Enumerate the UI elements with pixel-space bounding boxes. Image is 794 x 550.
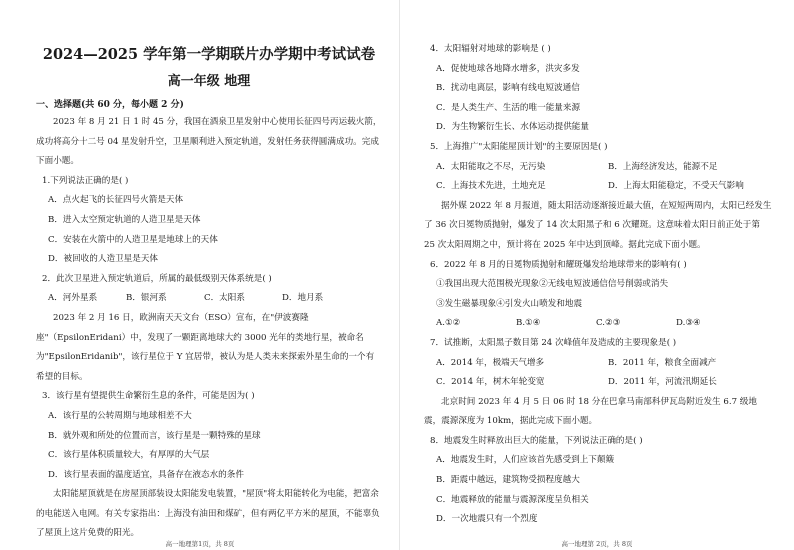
q6-option-a: A.①② xyxy=(436,318,461,329)
q6-statements-1: ①我国出现大范围极光现象②无线电短波通信信号削弱或消失 xyxy=(436,279,669,290)
q3-option-b: B．就外观和所处的位置而言，该行星是一颗特殊的星球 xyxy=(48,430,261,441)
right-page xyxy=(400,0,794,550)
q2-option-c: C．太阳系 xyxy=(204,293,245,304)
q7-option-b: B．2011 年，粮食全面减产 xyxy=(608,357,717,368)
q7-option-a: A．2014 年，极端天气增多 xyxy=(436,357,545,368)
q1-option-a: A．点火起飞的长征四号火箭是天体 xyxy=(48,195,184,206)
q6-option-c: C.②③ xyxy=(596,318,621,329)
q8-option-b: B．距震中越远，建筑物受损程度越大 xyxy=(436,475,580,486)
question-5: 5．上海推广"太阳能屋顶计划"的主要原因是( ) xyxy=(430,141,608,152)
passage-3: 太阳能屋顶就是在房屋顶部装设太阳能发电装置，"屋顶"将太阳能转化为电能，把富余的电能送入电网。有关专家指出：上海没有油田和煤矿，但有两亿平方米的屋顶，不能辜负了屋顶上这片免费的阳光。 xyxy=(36,489,380,539)
q3-option-c: C．该行星体积质量较大，有厚厚的大气层 xyxy=(48,450,210,461)
question-4: 4．太阳辐射对地球的影响是 ( ) xyxy=(430,44,551,54)
question-6: 6．2022 年 8 月的日冕物质抛射和耀斑爆发给地球带来的影响有( ) xyxy=(430,259,687,270)
q5-option-c: C．上海技术先进，土地充足 xyxy=(436,181,546,192)
question-2: 2．此次卫星进入预定轨道后，所属的最低级别天体系统是( ) xyxy=(42,273,272,284)
q4-option-a: A．促使地球各地降水增多，洪灾多发 xyxy=(436,63,580,74)
passage-4: 据外媒 2022 年 8 月报道，随太阳活动逐渐接近最大值，在短短两周内，太阳已经发生了 36 次日冕物质抛射，爆发了 14 次太阳黑子和 6 次耀斑。这意味着太阳日前正处于第 25 次太阳周期之中，预计将在 2025 年中达到顶峰。据此完成下面小题。 xyxy=(424,200,772,250)
exam-subtitle: 高一年级 地理 xyxy=(167,74,251,89)
q3-option-a: A．该行星的公转周期与地球相差不大 xyxy=(48,410,192,421)
right-page-footer: 高一地理第 2页，共 8页 xyxy=(561,540,633,548)
q1-option-b: B．进入太空预定轨道的人造卫星是天体 xyxy=(48,214,201,225)
q5-options-row-2 xyxy=(424,177,772,197)
question-7: 7．试推断，太阳黑子数目第 24 次峰值年及造成的主要现象是( ) xyxy=(430,337,677,348)
q8-option-a: A．地震发生时，人们应该首先感受到上下颠簸 xyxy=(436,455,615,466)
passage-5: 北京时间 2023 年 4 月 5 日 06 时 18 分在巴拿马南部科伊瓦岛附近发生 6.7 级地震，震源深度为 10km，据此完成下面小题。 xyxy=(424,396,757,427)
section-heading: 一、选择题(共 60 分，每小题 2 分) xyxy=(36,100,184,110)
q5-option-b: B．上海经济发达，能源不足 xyxy=(608,161,718,172)
question-3: 3．该行星有望提供生命繁衍生息的条件，可能是因为( ) xyxy=(42,391,255,402)
q6-option-b: B.①④ xyxy=(516,318,541,329)
q1-option-c: C．安装在火箭中的人造卫星是地球上的天体 xyxy=(48,234,218,245)
passage-1: 2023 年 8 月 21 日 1 时 45 分，我国在酒泉卫星发射中心使用长征四号丙运载火箭，成功将高分十二号 04 星发射升空，卫星顺利进入预定轨道，发射任务获得圆满成功。完成下面小题。 xyxy=(36,117,382,167)
q2-options xyxy=(36,289,382,309)
left-page-footer: 高一地理第1页，共 8页 xyxy=(165,540,235,548)
q1-option-d: D．被回收的人造卫星是天体 xyxy=(48,254,159,265)
q7-option-c: C．2014 年，树木年轮变宽 xyxy=(436,377,545,388)
q7-options-row-1 xyxy=(424,354,772,374)
q3-option-d: D．该行星表面的温度适宜，具备存在液态水的条件 xyxy=(48,469,244,480)
q8-option-d: D．一次地震只有一个烈度 xyxy=(436,514,538,525)
q4-option-c: C．是人类生产、生活的唯一能量来源 xyxy=(436,102,581,113)
question-8: 8．地震发生时释放出巨大的能量，下列说法正确的是( ) xyxy=(430,435,643,446)
q4-option-b: B．扰动电离层，影响有线电短波通信 xyxy=(436,83,580,94)
q2-option-b: B．银河系 xyxy=(126,293,167,304)
passage-2: 2023 年 2 月 16 日，欧洲南天天文台（ESO）宣布，在"伊波赛隆座"（EpsilonEridani）中，发现了一颗距离地球大约 3000 光年的类地行星，被命名为"EpsilonEridanib"，该行星位于 Y 宜居带，被认为是人类未来探索外星生命的一个有希望的目标。 xyxy=(36,312,375,382)
q5-option-a: A．太阳能取之不尽，无污染 xyxy=(436,161,546,172)
q6-options xyxy=(424,314,772,334)
q2-option-d: D．地月系 xyxy=(282,293,324,304)
q4-option-d: D．为生物繁衍生长、水体运动提供能量 xyxy=(436,122,589,133)
q5-options-row-1 xyxy=(424,158,772,178)
q6-statements-2: ③发生磁暴现象④引发火山喷发和地震 xyxy=(436,298,583,309)
q8-option-c: C．地震释放的能量与震源深度呈负相关 xyxy=(436,494,589,505)
question-1: 1.下列说法正确的是( ) xyxy=(42,175,129,186)
q6-option-d: D.③④ xyxy=(676,318,701,329)
exam-title: 2024—2025 学年第一学期联片办学期中考试试卷 xyxy=(42,46,376,63)
q7-options-row-2 xyxy=(424,373,772,393)
q7-option-d: D．2011 年，河流汛期延长 xyxy=(608,377,717,388)
q2-option-a: A．河外星系 xyxy=(48,293,98,304)
q5-option-d: D．上海太阳能稳定，不受天气影响 xyxy=(608,181,744,192)
